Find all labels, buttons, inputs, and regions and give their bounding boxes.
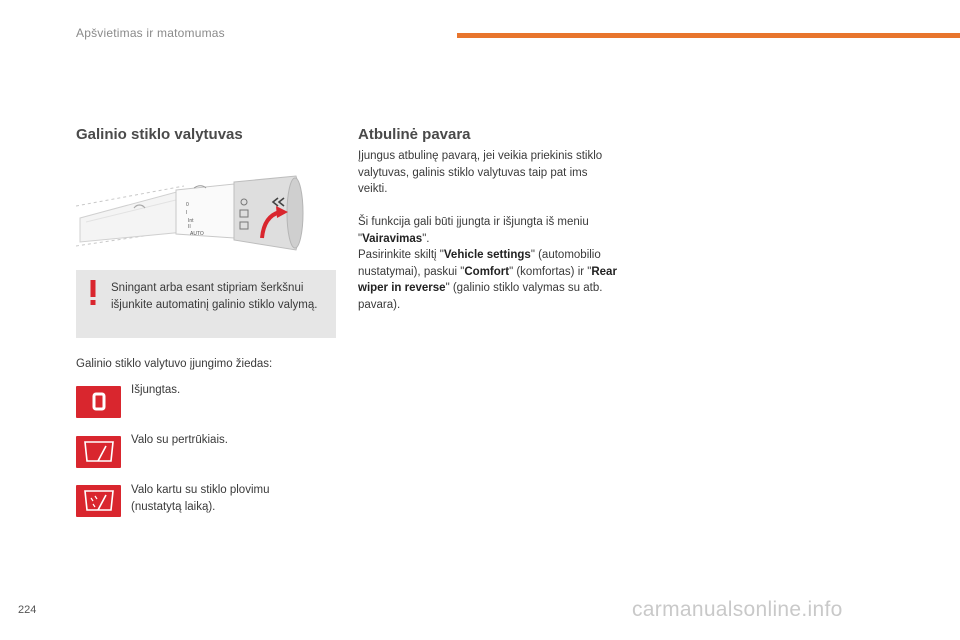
warning-text: Sningant arba esant stipriam šerkšnui išjunkite automatinį galinio stiklo valymą. <box>111 282 318 311</box>
ring-caption: Galinio stiklo valytuvo įjungimo žiedas: <box>76 358 273 370</box>
exclamation-warning-icon <box>88 280 98 306</box>
mode-intermittent-label: Valo su pertrūkiais. <box>131 434 228 446</box>
stalk-label-2: II <box>188 224 191 230</box>
mode-wash-label: Valo kartu su stiklo plovimu (nustatytą laiką). <box>131 484 270 513</box>
rear-wiper-washer-icon <box>76 485 121 517</box>
section-title-rear-wiper: Galinio stiklo valytuvas <box>76 126 243 143</box>
reverse-paragraph-1: Įjungus atbulinę pavarą, jei veikia priekinis stiklo valytuvas, galinis stiklo valytuvas taip pat ims veikti. <box>358 150 603 195</box>
header-accent-bar <box>457 33 960 38</box>
section-title-reverse-gear: Atbulinė pavara <box>358 126 471 143</box>
off-zero-icon <box>76 386 121 418</box>
mode-off-label: Išjungtas. <box>131 384 181 396</box>
stalk-label-int: Int <box>188 218 194 224</box>
section-header: Apšvietimas ir matomumas <box>76 26 225 40</box>
menu-rear-wiper-in-reverse: Rear wiper in reverse <box>358 265 617 294</box>
watermark: carmanualsonline.info <box>632 598 843 621</box>
stalk-label-1: I <box>186 210 188 216</box>
menu-vehicle-settings: Vehicle settings <box>443 249 531 261</box>
stalk-label-auto: AUTO <box>190 231 204 237</box>
menu-name-driving: Vairavimas <box>362 232 423 245</box>
wiper-stalk-illustration <box>76 172 336 258</box>
reverse-paragraph-2: Ši funkcija gali būti įjungta ir išjungta iš meniu "Vairavimas". Pasirinkite skiltį "Vehicle settings" (automobilio nustatymai), paskui "Comfort" (komfortas) ir "Rear wiper in reverse" (galinio stiklo valymas su atb. pavara). <box>358 216 617 311</box>
page-number: 224 <box>18 604 37 616</box>
warning-box <box>76 270 336 338</box>
menu-comfort: Comfort <box>464 265 510 278</box>
stalk-label-0: 0 <box>186 202 189 208</box>
rear-wiper-icon <box>76 436 121 468</box>
